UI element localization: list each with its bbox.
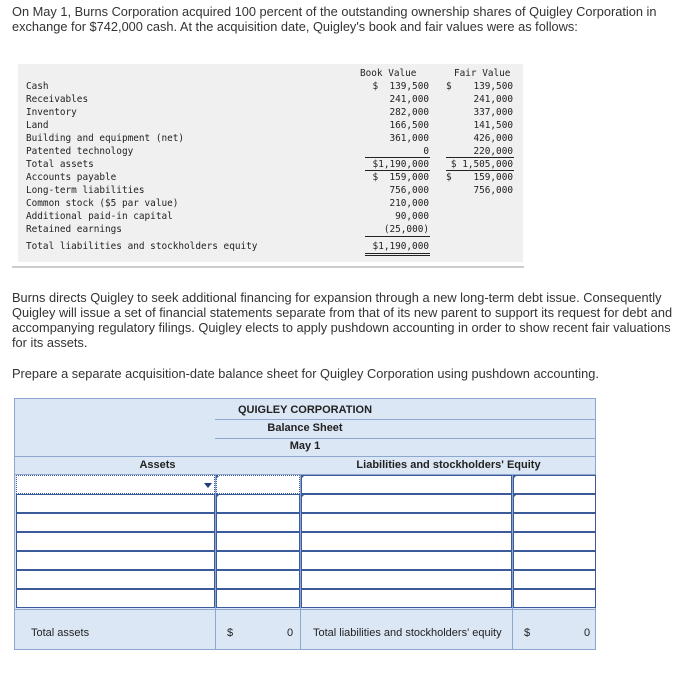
book-grand-total-rule-1 <box>365 253 430 254</box>
company-name: QUIGLEY CORPORATION <box>237 404 373 416</box>
fair-value: $ 1,505,000 <box>450 159 513 170</box>
liability-account-input[interactable] <box>301 551 512 570</box>
fair-currency: $ <box>446 172 452 183</box>
asset-account-input[interactable] <box>16 589 215 608</box>
balance-sheet-form <box>14 398 596 650</box>
asset-amount-input[interactable] <box>216 475 300 494</box>
row-label: Long-term liabilities <box>26 185 145 196</box>
liabilities-column-header: Liabilities and stockholders' Equity <box>356 459 541 471</box>
fair-value: 220,000 <box>473 146 513 157</box>
total-assets-currency: $ <box>227 627 234 639</box>
book-value: 361,000 <box>389 133 429 144</box>
liability-amount-input[interactable] <box>513 570 596 589</box>
asset-amount-input[interactable] <box>216 532 300 551</box>
liability-account-input[interactable] <box>301 494 512 513</box>
asset-amount-input[interactable] <box>216 494 300 513</box>
row-label: Accounts payable <box>26 172 117 183</box>
row-label: Land <box>26 120 49 131</box>
fair-value: 426,000 <box>473 133 513 144</box>
fair-value-header: Fair Value <box>454 68 511 79</box>
liability-account-input[interactable] <box>301 513 512 532</box>
book-value: 241,000 <box>389 94 429 105</box>
scenario-paragraph: Burns directs Quigley to seek additional financing for expansion through a new long-term debt issue. Consequently Quigley will issue a set of financial statements separate from that of its new parent to support its request for debt and accompanying regulatory filings. Quigley elects to apply pushdown accounting in order to show recent fair valuations for its assets. <box>12 290 673 350</box>
fair-value: 139,500 <box>473 81 513 92</box>
liability-amount-input[interactable] <box>513 494 596 513</box>
assets-column-header: Assets <box>139 459 176 471</box>
total-assets-label: Total assets <box>31 627 90 639</box>
liability-amount-input[interactable] <box>513 475 596 494</box>
fair-currency: $ <box>446 81 452 92</box>
fair-value: 159,000 <box>473 172 513 183</box>
book-value: $ 159,000 <box>372 172 429 183</box>
asset-account-input[interactable] <box>16 494 215 513</box>
asset-account-input[interactable] <box>16 532 215 551</box>
fair-subtotal-rule <box>446 157 514 158</box>
cell-marker <box>301 495 304 498</box>
intro-text: On May 1, Burns Corporation acquired 100 percent of the outstanding ownership shares of Quigley Corporation in exchange for $742,000 cash. At the acquisition date, Quigley's book and fair values were as follows: <box>12 4 657 34</box>
fair-value: 141,500 <box>473 120 513 131</box>
book-value: 90,000 <box>395 211 429 222</box>
book-value: 282,000 <box>389 107 429 118</box>
book-value: $1,190,000 <box>372 159 429 170</box>
liability-amount-input[interactable] <box>513 513 596 532</box>
asset-amount-input[interactable] <box>216 513 300 532</box>
total-liabilities-equity-value: 0 <box>584 627 591 639</box>
book-value: 210,000 <box>389 198 429 209</box>
book-value-header: Book Value <box>360 68 417 79</box>
row-label: Inventory <box>26 107 77 118</box>
liability-amount-input[interactable] <box>513 551 596 570</box>
book-subtotal-rule <box>365 157 430 158</box>
liability-amount-input[interactable] <box>513 589 596 608</box>
cell-marker <box>301 476 304 479</box>
cell-marker <box>513 495 516 498</box>
book-total-rule <box>365 170 430 171</box>
book-value: $1,190,000 <box>372 241 429 252</box>
row-label: Cash <box>26 81 49 92</box>
statement-date: May 1 <box>289 440 321 452</box>
row-label: Building and equipment (net) <box>26 133 185 144</box>
asset-account-select[interactable] <box>16 475 215 494</box>
row-label: Additional paid-in capital <box>26 211 173 222</box>
liability-account-input[interactable] <box>301 532 512 551</box>
book-value: 756,000 <box>389 185 429 196</box>
row-label: Receivables <box>26 94 89 105</box>
total-assets-value: 0 <box>287 627 294 639</box>
row-label: Patented technology <box>26 146 134 157</box>
row-label: Total assets <box>26 159 94 170</box>
book-grand-total-rule-2 <box>365 255 430 256</box>
row-label: Common stock ($5 par value) <box>26 198 179 209</box>
book-value: 166,500 <box>389 120 429 131</box>
asset-amount-input[interactable] <box>216 589 300 608</box>
total-liabilities-equity-label: Total liabilities and stockholders' equity <box>313 627 502 639</box>
liability-account-input[interactable] <box>301 475 512 494</box>
header-rule <box>15 456 595 457</box>
book-equity-rule <box>365 236 430 237</box>
section-divider <box>12 266 524 268</box>
liability-account-input[interactable] <box>301 589 512 608</box>
statement-title: Balance Sheet <box>267 422 343 434</box>
row-label: Total liabilities and stockholders equity <box>26 241 258 252</box>
asset-amount-input[interactable] <box>216 570 300 589</box>
liability-amount-input[interactable] <box>513 532 596 551</box>
book-value: (25,000) <box>383 224 429 235</box>
book-value: 0 <box>423 146 429 157</box>
instruction-text: Prepare a separate acquisition-date balance sheet for Quigley Corporation using pushdown accounting. <box>12 366 599 381</box>
asset-amount-input[interactable] <box>216 551 300 570</box>
cell-marker <box>216 495 219 498</box>
fair-value: 756,000 <box>473 185 513 196</box>
row-label: Retained earnings <box>26 224 122 235</box>
asset-account-input[interactable] <box>16 551 215 570</box>
asset-account-input[interactable] <box>16 570 215 589</box>
source-values-table <box>18 64 523 262</box>
book-value: $ 139,500 <box>372 81 429 92</box>
header-rule <box>215 419 595 420</box>
fair-total-rule <box>446 170 514 171</box>
header-rule <box>215 438 595 439</box>
chevron-down-icon[interactable] <box>204 483 212 488</box>
total-liabilities-equity-currency: $ <box>524 627 531 639</box>
cell-marker <box>216 476 219 479</box>
liability-account-input[interactable] <box>301 570 512 589</box>
asset-account-input[interactable] <box>16 513 215 532</box>
fair-value: 337,000 <box>473 107 513 118</box>
fair-value: 241,000 <box>473 94 513 105</box>
totals-rule <box>15 609 595 610</box>
cell-marker <box>513 476 516 479</box>
